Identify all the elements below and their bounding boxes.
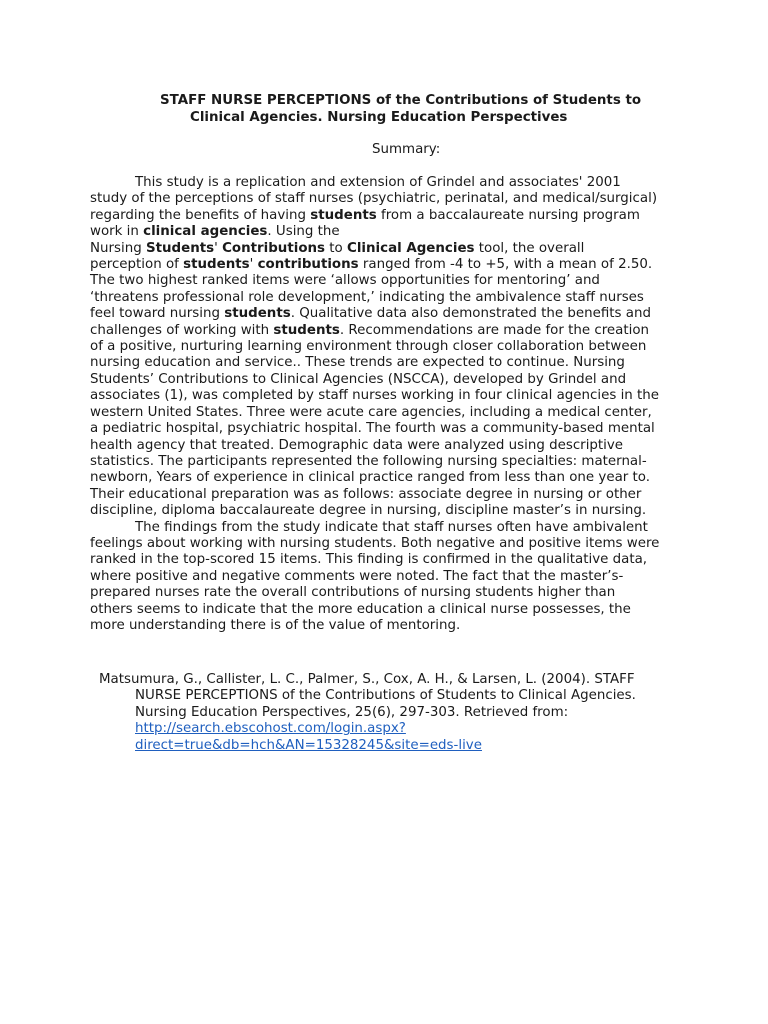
citation-url-link-continued[interactable]: direct=true&db=hch&AN=15328245&site=eds-live [135, 737, 482, 753]
text-run: from a baccalaureate nursing program [376, 207, 640, 223]
body-line [90, 257, 682, 273]
body-line: feelings about working with nursing students. Both negative and positive items were [90, 535, 660, 551]
text-run: ' [214, 240, 223, 256]
keyword-highlight: clinical agencies [143, 224, 268, 240]
text-run: Nursing [90, 240, 146, 256]
body-line: prepared nurses rate the overall contributions of nursing students higher than [90, 585, 616, 601]
text-run: . Using the [267, 224, 340, 240]
body-line: where positive and negative comments were noted. The fact that the master’s- [90, 568, 624, 584]
body-line [90, 241, 682, 257]
text-run: ranged from -4 to +5, with a mean of 2.50. [358, 257, 653, 273]
body-line: Their educational preparation was as follows: associate degree in nursing or other [90, 486, 642, 502]
citation-link-line [99, 738, 699, 754]
body-line: associates (1), was completed by staff nurses working in four clinical agencies in the [90, 388, 660, 404]
citation-url-link[interactable]: http://search.ebscohost.com/login.aspx? [135, 721, 406, 737]
body-line: The two highest ranked items were ‘allows opportunities for mentoring’ and [90, 273, 600, 289]
citation-reference [99, 672, 699, 754]
text-run: challenges of working with [90, 322, 274, 338]
keyword-highlight: Clinical Agencies [347, 240, 475, 256]
text-run: to [325, 240, 347, 256]
body-line: others seems to indicate that the more education a clinical nurse possesses, the [90, 601, 631, 617]
document-title [90, 93, 730, 126]
summary-body [90, 175, 682, 634]
body-line: of a positive, nurturing learning environment through closer collaboration between [90, 339, 647, 355]
body-line: statistics. The participants represented the following nursing specialties: maternal- [90, 453, 647, 469]
keyword-highlight: contributions [257, 257, 359, 273]
citation-line: Matsumura, G., Callister, L. C., Palmer, S., Cox, A. H., & Larsen, L. (2004). STAFF [99, 672, 635, 687]
body-line [90, 323, 682, 339]
keyword-highlight: students [224, 306, 291, 322]
body-line: study of the perceptions of staff nurses (psychiatric, perinatal, and medical/surgical) [90, 191, 658, 207]
text-run: feel toward nursing [90, 306, 225, 322]
text-run: . Recommendations are made for the creation [339, 322, 650, 338]
body-line: health agency that treated. Demographic data were analyzed using descriptive [90, 437, 624, 453]
citation-line: Nursing Education Perspectives, 25(6), 297-303. Retrieved from: [135, 704, 569, 720]
body-line: discipline, diploma baccalaureate degree in nursing, discipline master’s in nursing. [90, 503, 647, 519]
body-line: western United States. Three were acute care agencies, including a medical center, [90, 404, 652, 420]
body-line: The findings from the study indicate that staff nurses often have ambivalent [135, 519, 648, 535]
body-line: ‘threatens professional role development,’ indicating the ambivalence staff nurses [90, 289, 644, 305]
body-line: nursing education and service.. These trends are expected to continue. Nursing [90, 355, 625, 371]
body-line: newborn, Years of experience in clinical practice ranged from less than one year to. [90, 470, 651, 486]
keyword-highlight: students [310, 207, 377, 223]
title-line-2: Clinical Agencies. Nursing Education Perspectives [190, 109, 568, 125]
keyword-highlight: students [183, 257, 250, 273]
citation-link-line [99, 721, 699, 737]
title-line-1: STAFF NURSE PERCEPTIONS of the Contributions of Students to [160, 93, 642, 108]
text-run: work in [90, 224, 144, 240]
body-line [90, 306, 682, 322]
body-line [90, 224, 682, 240]
text-run: tool, the overall [474, 240, 585, 256]
keyword-highlight: Contributions [222, 240, 326, 256]
body-line: more understanding there is of the value of mentoring. [90, 617, 461, 633]
body-line: This study is a replication and extension of Grindel and associates' 2001 [135, 175, 621, 190]
body-line: ranked in the top-scored 15 items. This finding is confirmed in the qualitative data, [90, 552, 648, 568]
text-run: perception of [90, 257, 184, 273]
citation-line: NURSE PERCEPTIONS of the Contributions of Students to Clinical Agencies. [135, 688, 636, 704]
body-line [90, 208, 682, 224]
text-run: ' [249, 257, 258, 273]
body-line: Students’ Contributions to Clinical Agencies (NSCCA), developed by Grindel and [90, 371, 627, 387]
text-run: . Qualitative data also demonstrated the benefits and [290, 306, 651, 322]
summary-heading: Summary: [372, 142, 441, 157]
keyword-highlight: Students [145, 240, 215, 256]
text-run: regarding the benefits of having [90, 207, 311, 223]
body-line: a pediatric hospital, psychiatric hospital. The fourth was a community-based mental [90, 421, 655, 437]
keyword-highlight: students [273, 322, 340, 338]
